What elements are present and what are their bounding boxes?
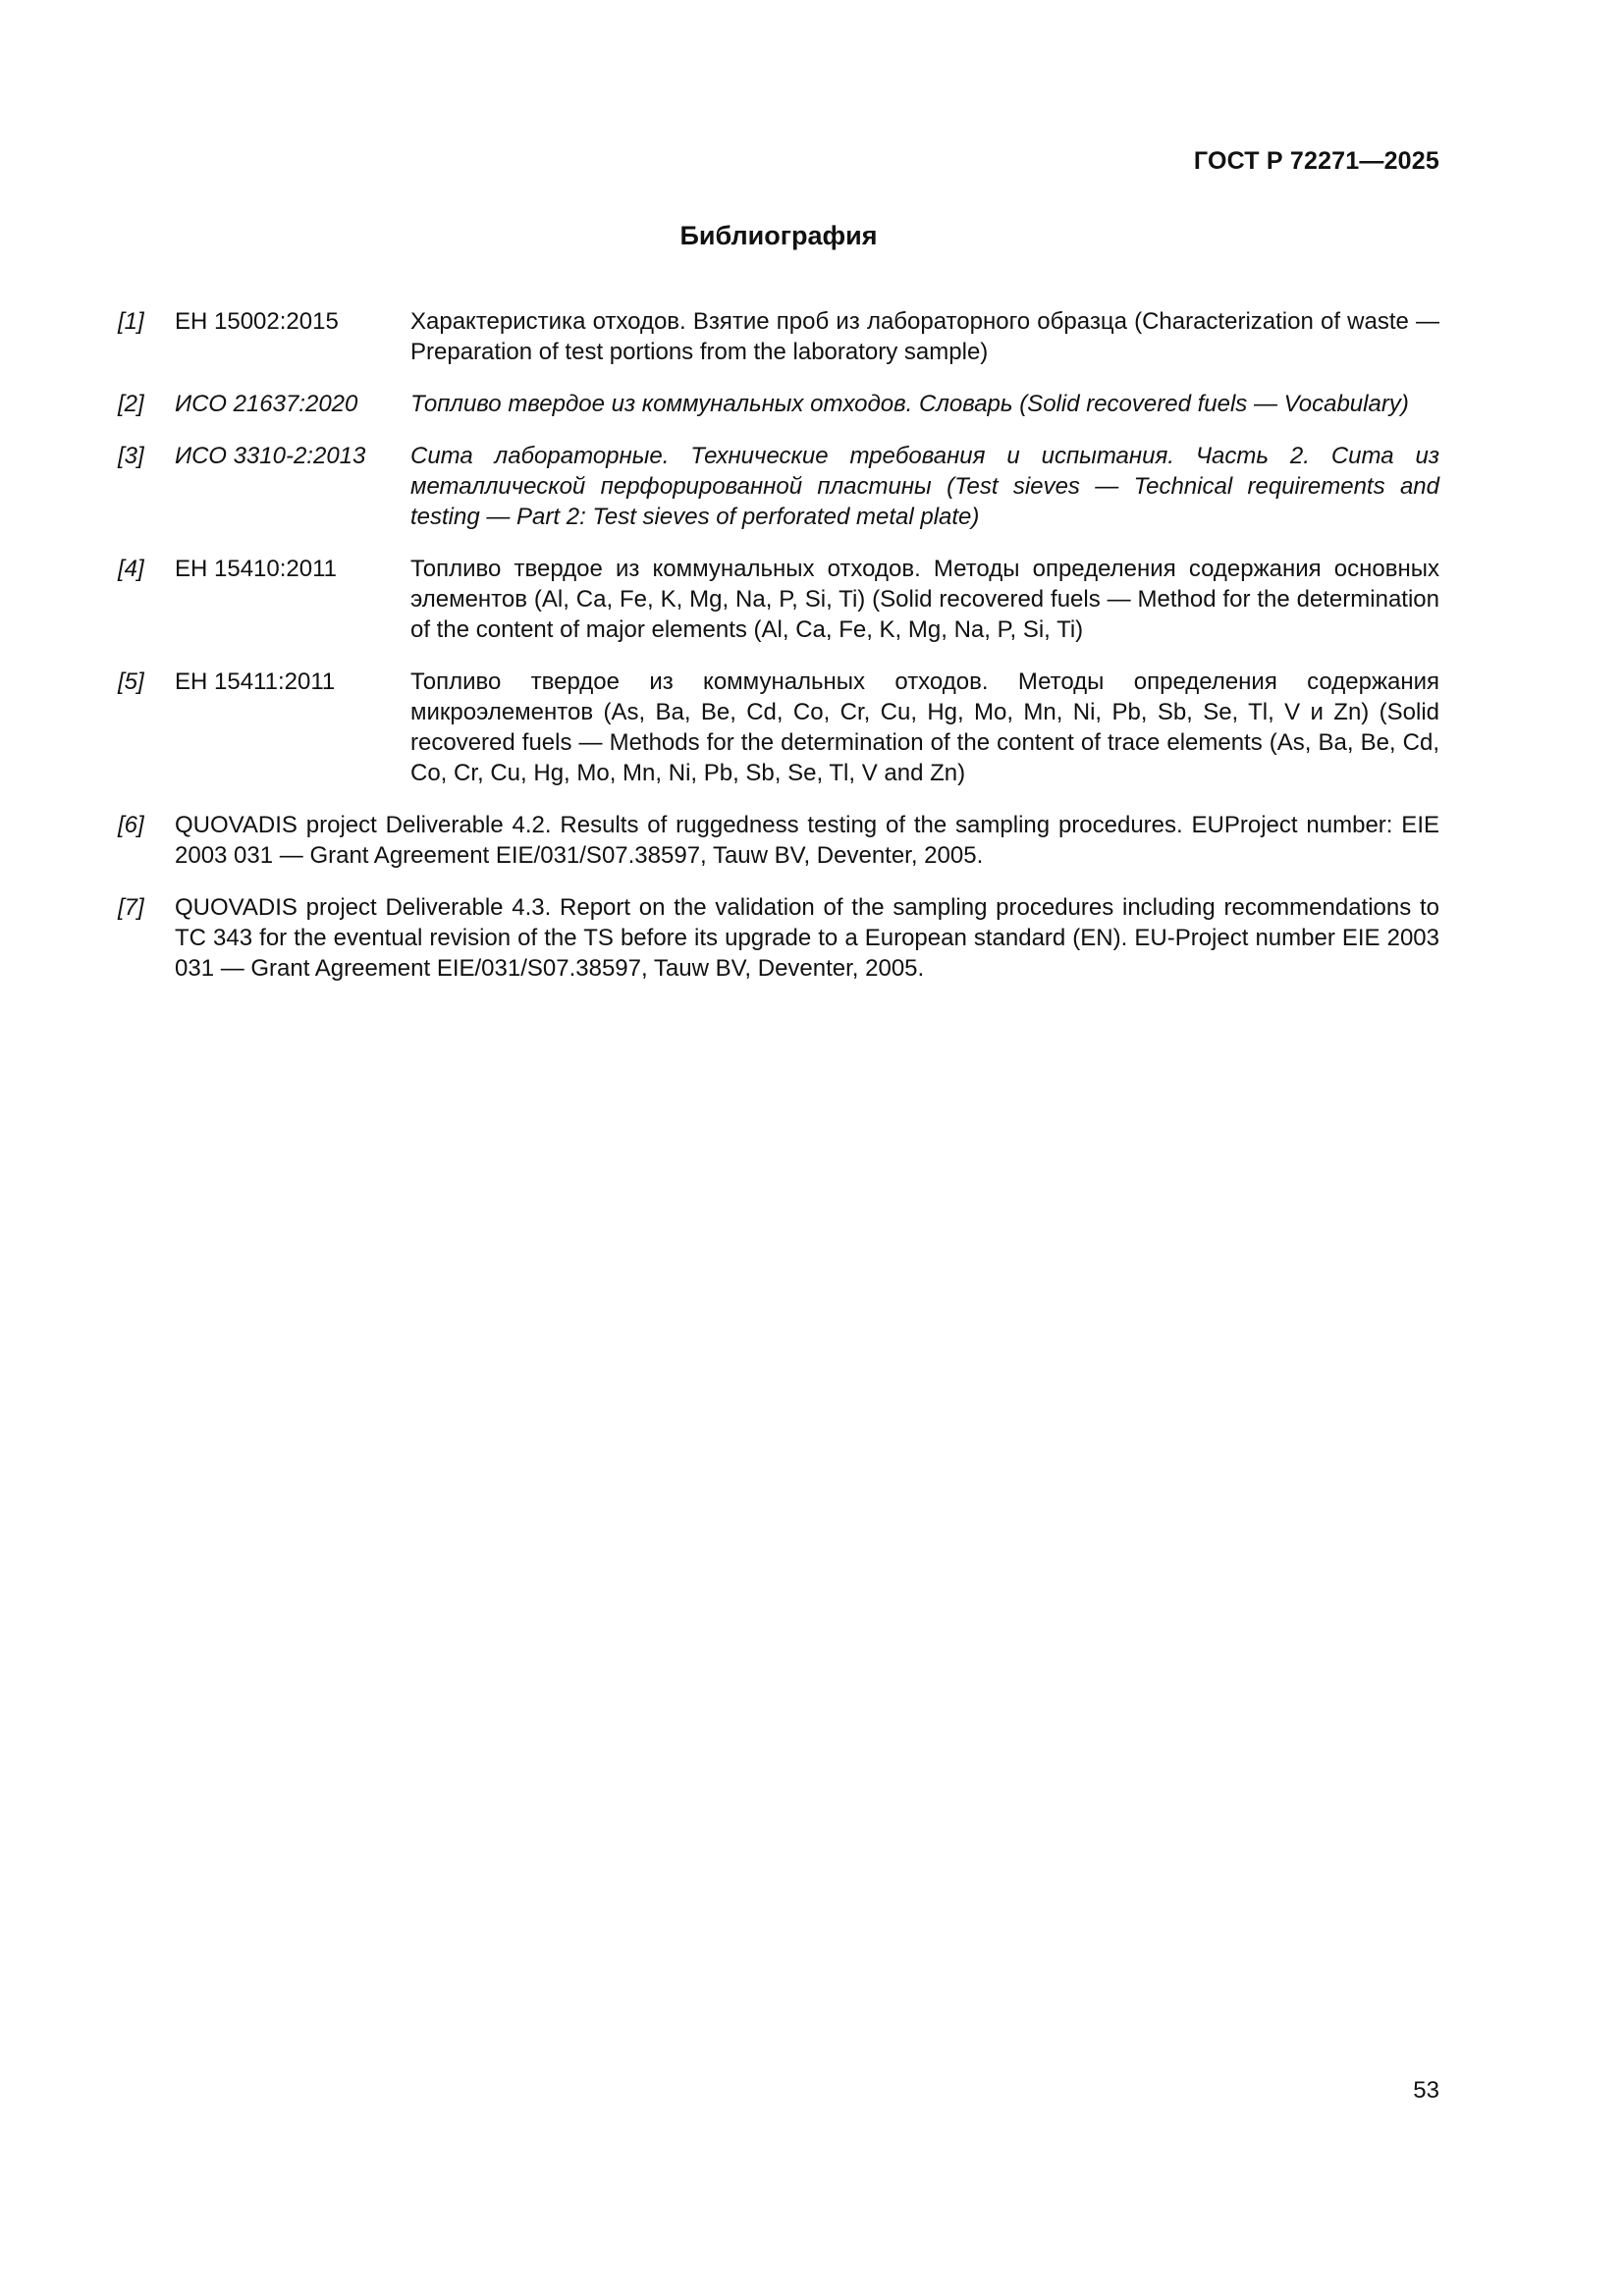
reference-description: Топливо твердое из коммунальных отходов. Методы определения содержания микроэлементов (As, Ba, Be, Cd, Co, Cr, Cu, Hg, Mo, Mn, Ni, Pb, Sb, Se, Tl, V и Zn) (Solid recovered fuels — Methods for the determination of the content of trace elements (As, Ba, Be, Cd, Co, Cr, Cu, Hg, Mo, Mn, Ni, Pb, Sb, Se, Tl, V and Zn): [410, 668, 1439, 786]
reference-item: [118, 892, 1439, 984]
reference-number: [5]: [118, 668, 144, 695]
reference-number: [7]: [118, 894, 144, 921]
reference-standard-code: ИСО 3310-2:2013: [175, 443, 366, 469]
reference-number: [6]: [118, 812, 144, 838]
reference-standard-code: ЕН 15410:2011: [175, 556, 338, 582]
reference-description: Сита лабораторные. Технические требования и испытания. Часть 2. Сита из металлической перфорированной пластины (Test sieves — Technical requirements and testing — Part 2: Test sieves of perforated metal plate): [410, 443, 1439, 530]
reference-description: Топливо твердое из коммунальных отходов. Методы определения содержания основных элементов (Al, Ca, Fe, K, Mg, Na, P, Si, Ti) (Solid recovered fuels — Method for the determination of the content of major elements (Al, Ca, Fe, K, Mg, Na, P, Si, Ti): [410, 556, 1439, 643]
references-list: [118, 306, 1439, 984]
reference-description: Топливо твердое из коммунальных отходов. Словарь (Solid recovered fuels — Vocabulary): [410, 391, 1409, 417]
reference-number: [2]: [118, 391, 144, 417]
page-number: 53: [1413, 2077, 1439, 2104]
reference-standard-code: ЕН 15002:2015: [175, 308, 339, 335]
reference-description: Характеристика отходов. Взятие проб из лабораторного образца (Characterization of waste — Preparation of test portions from the laboratory sample): [410, 308, 1439, 365]
reference-description: QUOVADIS project Deliverable 4.2. Results of ruggedness testing of the sampling procedures. EUProject number: EIE 2003 031 — Grant Agreement EIE/031/S07.38597, Tauw BV, Deventer, 2005.: [175, 812, 1439, 869]
reference-number: [3]: [118, 443, 144, 469]
bibliography-title: Библиография: [679, 221, 878, 250]
reference-item: [118, 441, 1439, 532]
document-code: ГОСТ Р 72271—2025: [1193, 147, 1439, 175]
reference-standard-code: ЕН 15411:2011: [175, 668, 336, 695]
reference-item: [118, 306, 1439, 367]
reference-number: [1]: [118, 308, 144, 335]
reference-item: [118, 667, 1439, 788]
reference-item: [118, 810, 1439, 871]
reference-number: [4]: [118, 556, 144, 582]
reference-item: [118, 554, 1439, 645]
reference-standard-code: ИСО 21637:2020: [175, 391, 358, 417]
reference-description: QUOVADIS project Deliverable 4.3. Report on the validation of the sampling procedures including recommendations to TC 343 for the eventual revision of the TS before its upgrade to a European standard (EN). EU-Project number EIE 2003 031 — Grant Agreement EIE/031/S07.38597, Tauw BV, Deventer, 2005.: [175, 894, 1439, 982]
reference-item: [118, 389, 1439, 419]
